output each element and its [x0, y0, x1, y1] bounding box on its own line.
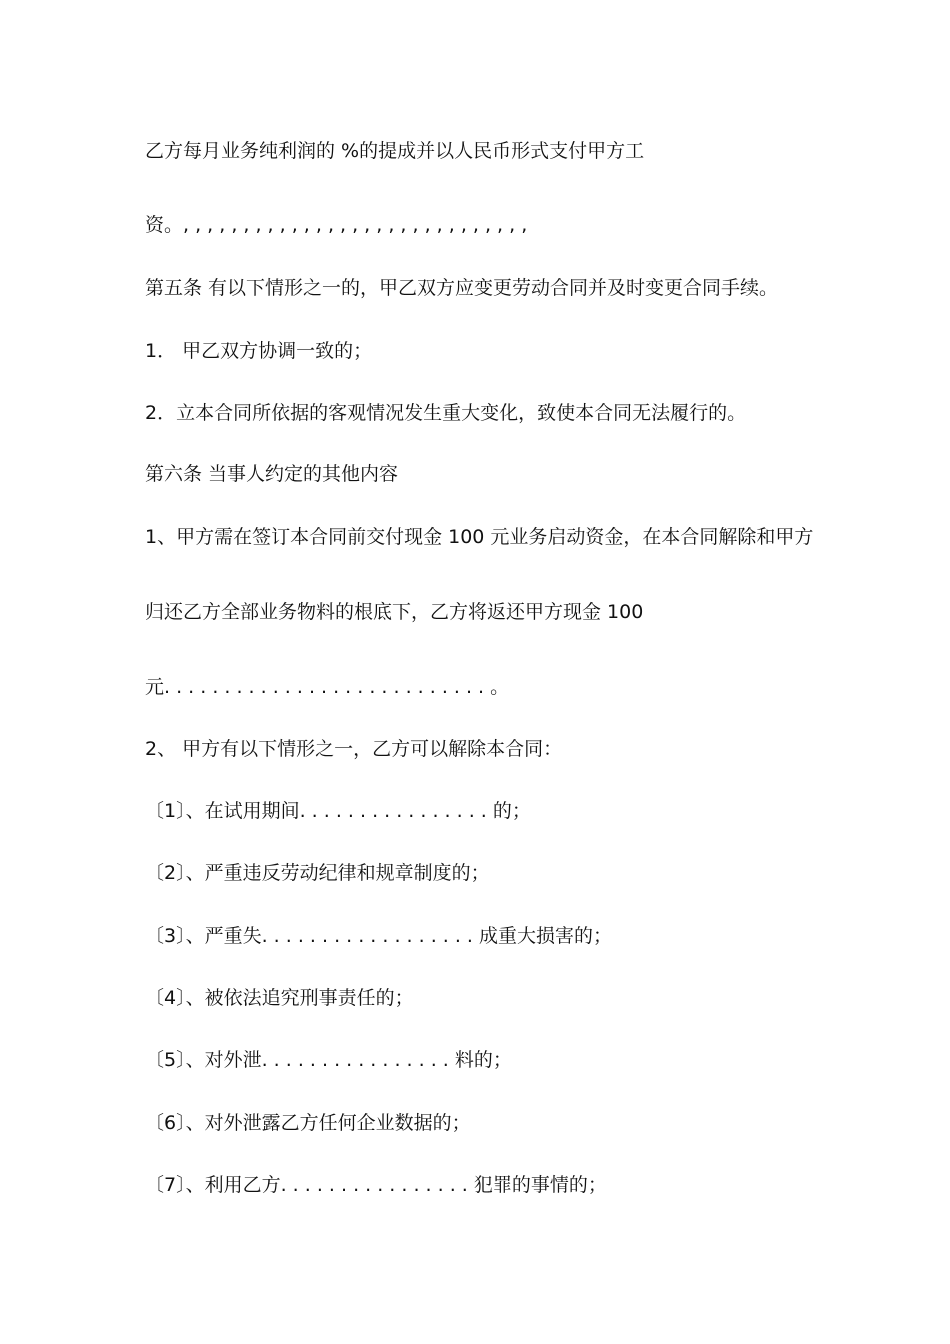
text-line-commission: 乙方每月业务纯利润的 %的提成并以人民币形式支付甲方工 [145, 140, 645, 162]
sub-item-5: 〔5〕、对外泄. . . . . . . . . . . . . . . . 料的； [145, 1049, 512, 1071]
sub-item-2: 〔2〕、严重违反劳动纪律和规章制度的； [145, 862, 490, 884]
article-5-item-2: 2．立本合同所依据的客观情况发生重大变化，致使本合同无法履行的。 [145, 402, 747, 424]
article-5-item-1: 1． 甲乙双方协调一致的； [145, 340, 373, 362]
article-6-heading: 第六条 当事人约定的其他内容 [145, 463, 399, 485]
sub-item-6: 〔6〕、对外泄露乙方任何企业数据的； [145, 1112, 471, 1134]
article-5-heading: 第五条 有以下情形之一的，甲乙双方应变更劳动合同并及时变更合同手续。 [145, 277, 779, 299]
article-6-item-1-line-3: 元. . . . . . . . . . . . . . . . . . . . . . . . . . . 。 [145, 676, 510, 698]
article-6-item-1-line-1: 1、甲方需在签订本合同前交付现金 100 元业务启动资金，在本合同解除和甲方 [145, 526, 814, 548]
sub-item-1: 〔1〕、在试用期间. . . . . . . . . . . . . . . . 的； [145, 800, 531, 822]
sub-item-4: 〔4〕、被依法追究刑事责任的； [145, 987, 414, 1009]
sub-item-3: 〔3〕、严重失. . . . . . . . . . . . . . . . . . 成重大损害的； [145, 925, 613, 947]
text-line-salary: 资。, , , , , , , , , , , , , , , , , , , , , , , , , , , , , [145, 214, 528, 236]
article-6-item-2: 2、 甲方有以下情形之一，乙方可以解除本合同： [145, 738, 563, 760]
sub-item-7: 〔7〕、利用乙方. . . . . . . . . . . . . . . . 犯罪的事情的； [145, 1174, 607, 1196]
article-6-item-1-line-2: 归还乙方全部业务物料的根底下，乙方将返还甲方现金 100 [145, 601, 644, 623]
